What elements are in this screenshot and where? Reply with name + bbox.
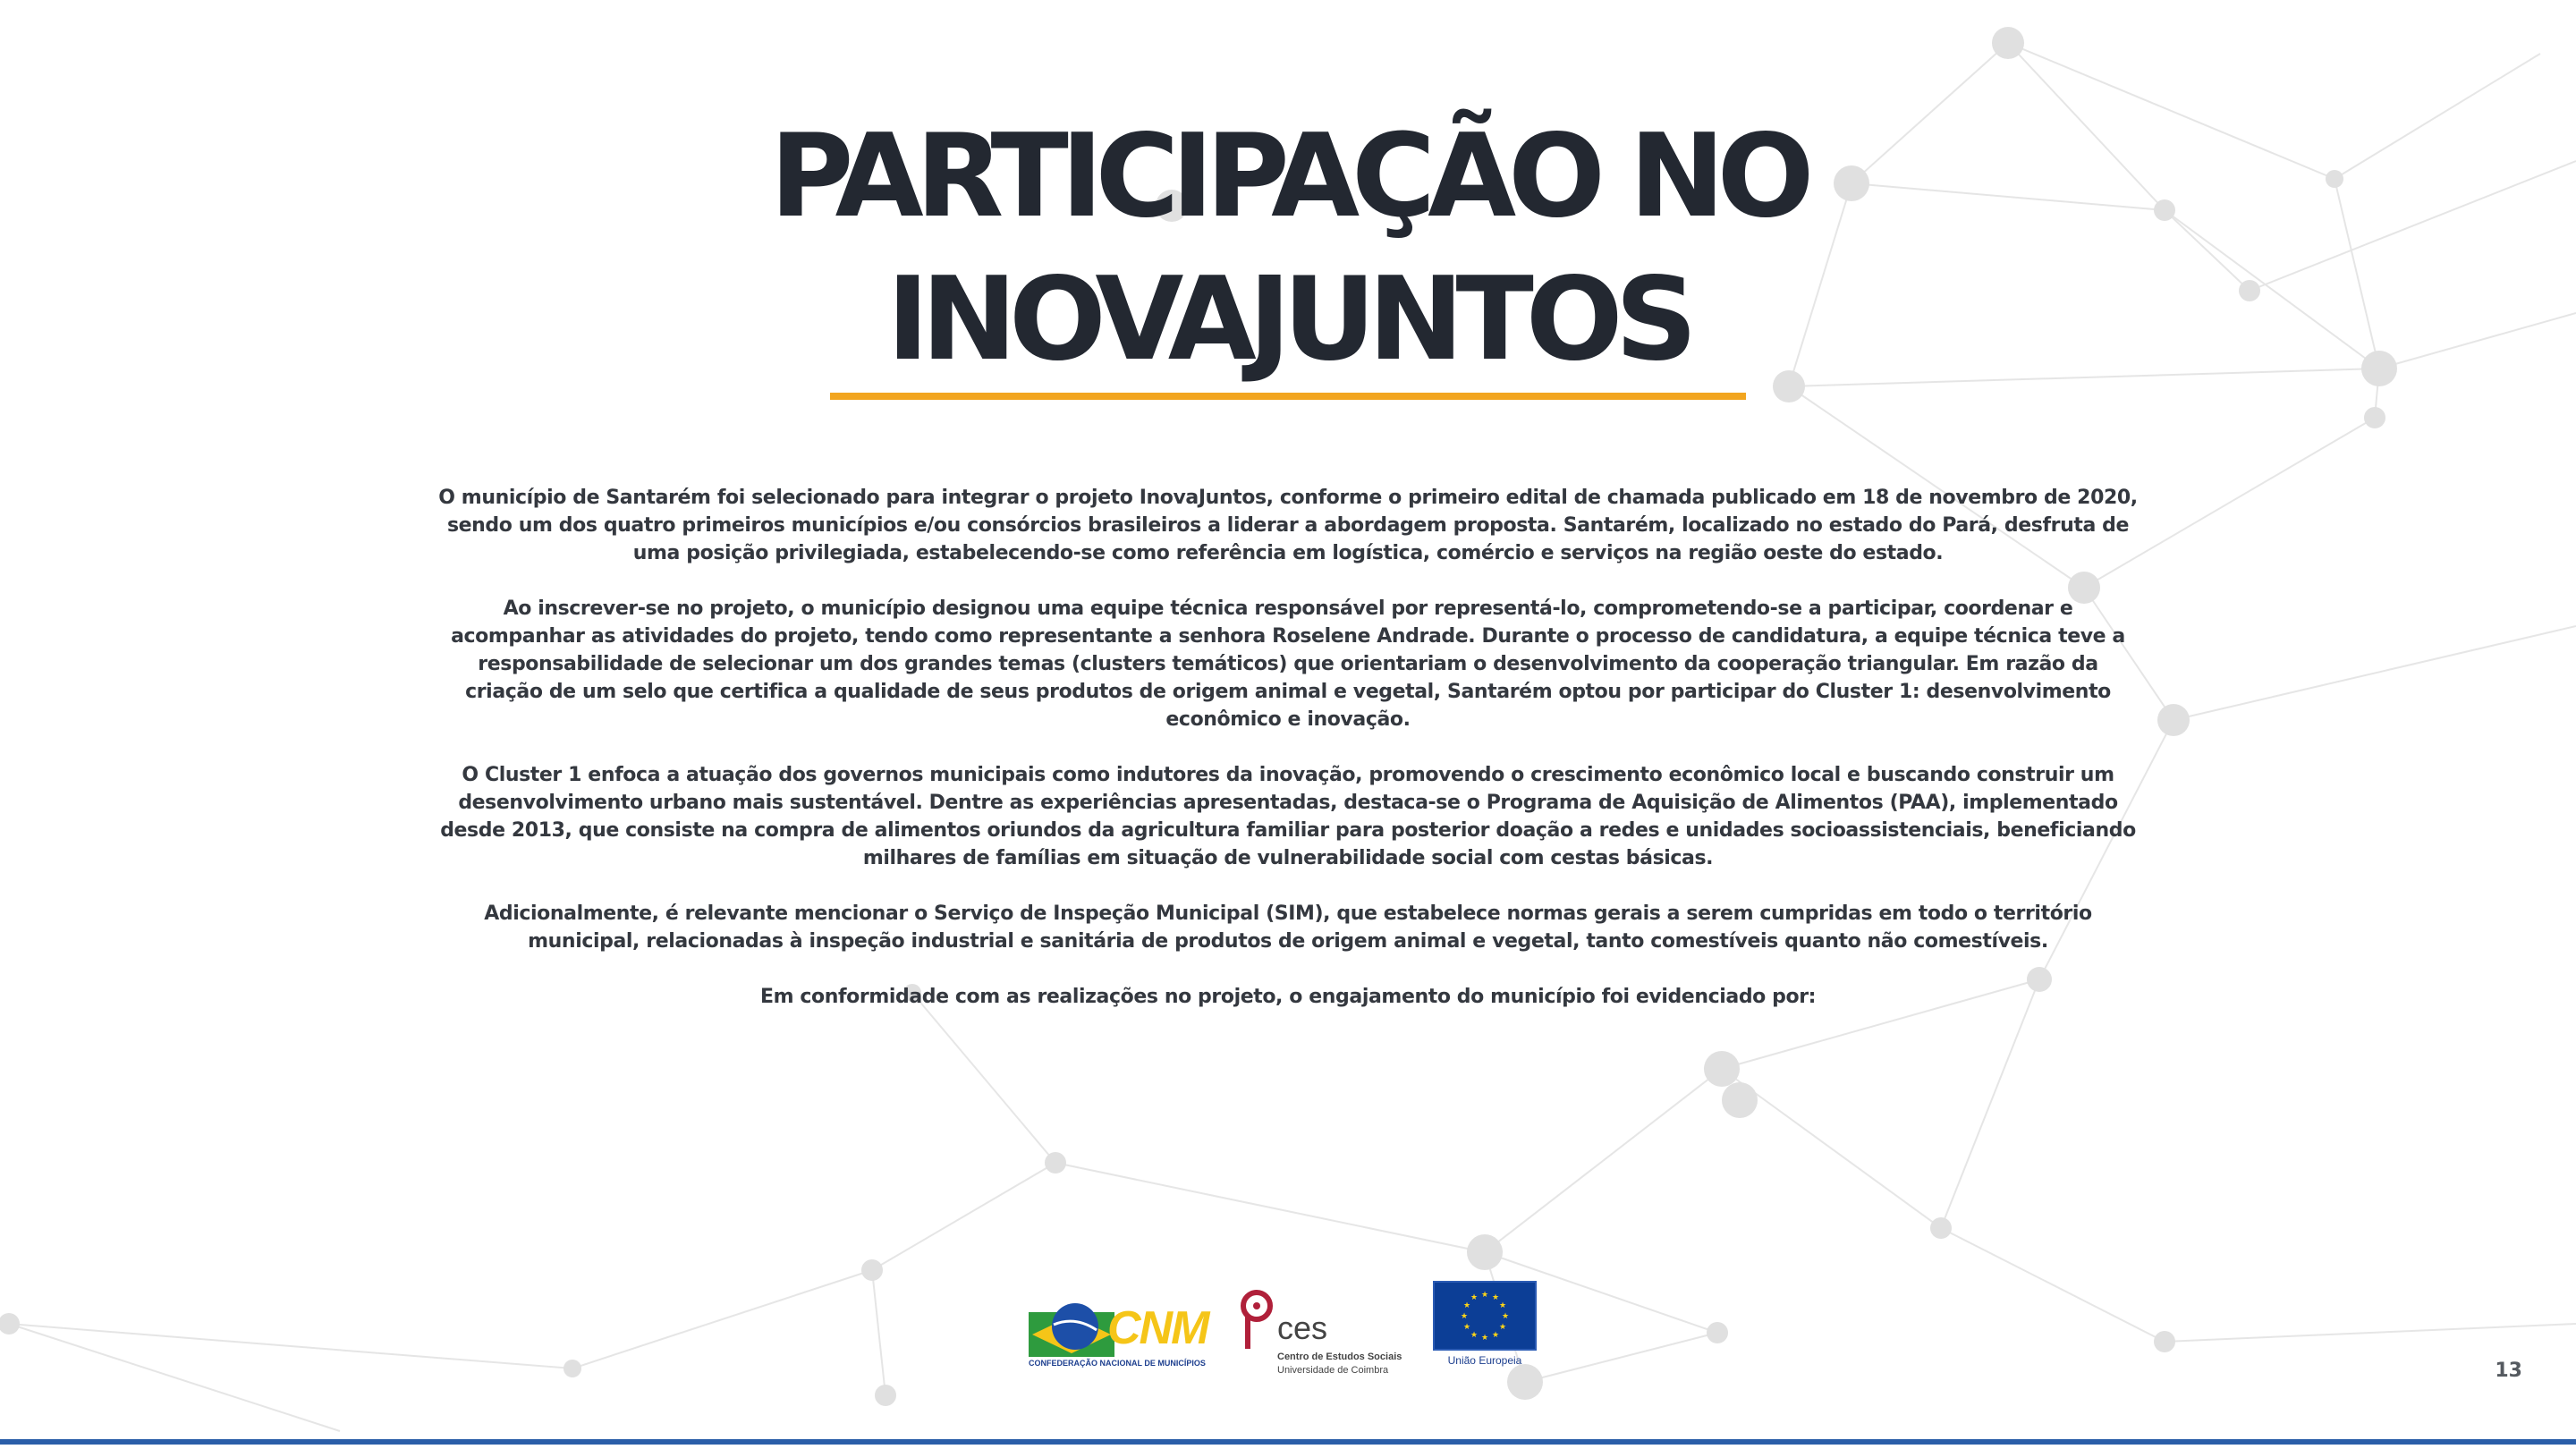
ces-wordmark: ces (1277, 1309, 1328, 1346)
svg-text:★: ★ (1480, 1334, 1489, 1343)
svg-text:★: ★ (1480, 1291, 1489, 1300)
page-title (0, 106, 2576, 392)
svg-text:★: ★ (1498, 1323, 1507, 1332)
page-number: 13 (2495, 1360, 2522, 1382)
paragraph-engagement: Em conformidade com as realizações no projeto, o engajamento do município foi evidenciado por: (759, 986, 1817, 1008)
ces-subtitle-2: Universidade de Coimbra (1277, 1365, 1389, 1376)
cnm-subtitle: CONFEDERAÇÃO NACIONAL DE MUNICÍPIOS (1029, 1359, 1206, 1368)
paragraph-cluster: O Cluster 1 enfoca a atuação dos governos municipais como indutores da inovação, promovendo o crescimento econômico local e buscando construir um desenvolvimento urbano mais sustentável. Dentre as experiências apresentadas, destaca-se o Programa de Aquisição de Alimentos (PAA), implementado desde 2013, que consiste na compra de alimentos oriundos da agricultura familiar para posterior doação a redes e unidades socioassistenciais, beneficiando milhares de famílias em situação de vulnerabilidade social com cestas básicas. (440, 764, 2136, 869)
body-text (438, 484, 2138, 1038)
ces-subtitle-1: Centro de Estudos Sociais (1277, 1352, 1402, 1362)
svg-text:★: ★ (1462, 1301, 1471, 1310)
title-underline (830, 393, 1746, 400)
cnm-wordmark: CNM (1107, 1302, 1208, 1354)
svg-text:★: ★ (1470, 1331, 1479, 1340)
title-line-1: PARTICIPAÇÃO NO (769, 110, 1807, 243)
title-line-2: INOVAJUNTOS (886, 253, 1690, 386)
svg-text:★: ★ (1501, 1312, 1510, 1321)
svg-text:★: ★ (1491, 1293, 1500, 1302)
eu-label: União Europeia (1447, 1354, 1522, 1367)
ces-logo (1237, 1281, 1402, 1379)
paragraph-sim: Adicionalmente, é relevante mencionar o Serviço de Inspeção Municipal (SIM), que estabelece normas gerais a serem cumpridas em todo o território municipal, relacionadas à inspeção industrial e sanitária de produtos de origem animal e vegetal, tanto comestíveis quanto não comestíveis. (484, 902, 2092, 953)
svg-text:★: ★ (1462, 1323, 1471, 1332)
globe-flag-icon (1029, 1294, 1118, 1364)
eu-flag-icon (1433, 1281, 1537, 1351)
svg-text:★: ★ (1491, 1331, 1500, 1340)
svg-text:★: ★ (1498, 1301, 1507, 1310)
svg-text:★: ★ (1470, 1293, 1479, 1302)
svg-text:★: ★ (1460, 1312, 1469, 1321)
bottom-accent-bar (0, 1439, 2576, 1445)
ces-mark-icon (1237, 1290, 1276, 1352)
cnm-logo (1029, 1294, 1208, 1378)
eu-logo (1433, 1281, 1537, 1370)
partner-logos (0, 1270, 2576, 1377)
paragraph-intro: O município de Santarém foi selecionado para integrar o projeto InovaJuntos, conforme o primeiro edital de chamada publicado em 18 de novembro de 2020, sendo um dos quatro primeiros municípios e/ou consórcios brasileiros a liderar a abordagem proposta. Santarém, localizado no estado do Pará, desfruta de uma posição privilegiada, estabelecendo-se como referência em logística, comércio e serviços na região oeste do estado. (438, 487, 2138, 564)
paragraph-team: Ao inscrever-se no projeto, o município designou uma equipe técnica responsável por representá-lo, comprometendo-se a participar, coordenar e acompanhar as atividades do projeto, tendo como representante a senhora Roselene Andrade. Durante o processo de candidatura, a equipe técnica teve a responsabilidade de selecionar um dos grandes temas (clusters temáticos) que orientariam o desenvolvimento da cooperação triangular. Em razão da criação de um selo que certifica a qualidade de seus produtos de origem animal e vegetal, Santarém optou por participar do Cluster 1: desenvolvimento econômico e inovação. (451, 597, 2125, 731)
